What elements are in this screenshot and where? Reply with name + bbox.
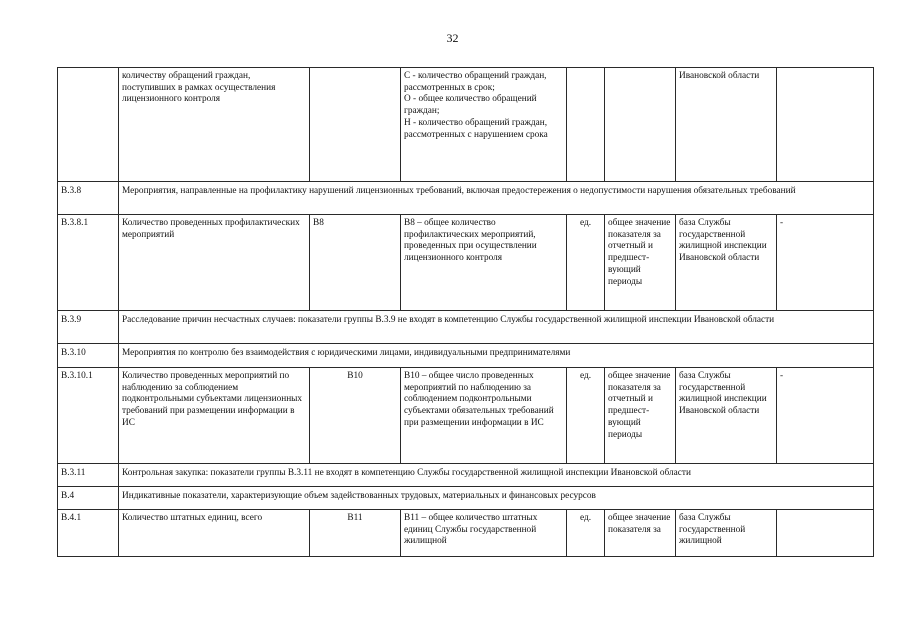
cell-number [58,68,119,182]
cell-formula: В10 – общее число проведенных мероприятий по наблюдению за соблюдением подконтрольными субъектами обязательных требований при размещении информации в ИС [401,368,567,464]
indicators-table [57,67,874,557]
cell-indicator-name: Количество проведенных профилактических мероприятий [119,215,310,311]
cell-value: общее значение показателя за отчетный и предшест-вующий периоды [605,215,676,311]
cell-number: В.4.1 [58,510,119,557]
cell-symbol [310,68,401,182]
cell-number: В.3.11 [58,464,119,487]
cell-number: В.3.10 [58,344,119,368]
cell-unit: ед. [567,368,605,464]
cell-symbol: В11 [310,510,401,557]
cell-unit [567,68,605,182]
cell-formula: В11 – общее количество штатных единиц Службы государственной жилищной [401,510,567,557]
cell-source: база Службы государственной жилищной инспекции Ивановской области [676,368,777,464]
table-row [58,68,874,182]
cell-section-text: Контрольная закупка: показатели группы В.3.11 не входят в компетенцию Службы государственной жилищной инспекции Ивановской области [119,464,874,487]
cell-unit: ед. [567,215,605,311]
section-row [58,464,874,487]
cell-source: база Службы государственной жилищной инспекции Ивановской области [676,215,777,311]
cell-note: - [777,368,874,464]
cell-number: В.4 [58,487,119,510]
cell-number: В.3.8 [58,182,119,215]
cell-number: В.3.10.1 [58,368,119,464]
cell-section-text: Мероприятия, направленные на профилактику нарушений лицензионных требований, включая предостережения о недопустимости нарушения обязательных требований [119,182,874,215]
section-row [58,344,874,368]
cell-note [777,510,874,557]
cell-unit: ед. [567,510,605,557]
section-row [58,182,874,215]
section-row [58,487,874,510]
cell-value: общее значение показателя за отчетный и предшест-вующий периоды [605,368,676,464]
cell-note [777,68,874,182]
cell-source: Ивановской области [676,68,777,182]
cell-value [605,68,676,182]
section-row [58,311,874,344]
cell-indicator-name: Количество проведенных мероприятий по наблюдению за соблюдением подконтрольными субъектами лицензионных требований при размещении информации в ИС [119,368,310,464]
cell-number: В.3.9 [58,311,119,344]
cell-note: - [777,215,874,311]
cell-symbol: В10 [310,368,401,464]
cell-number: В.3.8.1 [58,215,119,311]
page-number: 32 [446,31,459,45]
cell-section-text: Расследование причин несчастных случаев: показатели группы В.3.9 не входят в компетенцию Службы государственной жилищной инспекции Ивановской области [119,311,874,344]
cell-indicator-name: Количество штатных единиц, всего [119,510,310,557]
cell-symbol: В8 [310,215,401,311]
cell-section-text: Индикативные показатели, характеризующие объем задействованных трудовых, материальных и финансовых ресурсов [119,487,874,510]
cell-source: база Службы государственной жилищной [676,510,777,557]
cell-value: общее значение показателя за [605,510,676,557]
table-row [58,368,874,464]
cell-section-text: Мероприятия по контролю без взаимодействия с юридическими лицами, индивидуальными предпринимателями [119,344,874,368]
table-row [58,510,874,557]
cell-indicator-name: количеству обращений граждан, поступивших в рамках осуществления лицензионного контроля [119,68,310,182]
table-row [58,215,874,311]
cell-formula: В8 – общее количество профилактических мероприятий, проведенных при осуществлении лицензионного контроля [401,215,567,311]
cell-formula: С - количество обращений граждан, рассмотренных в срок; О - общее количество обращений граждан; Н - количество обращений граждан, рассмотренных с нарушением срока [401,68,567,182]
